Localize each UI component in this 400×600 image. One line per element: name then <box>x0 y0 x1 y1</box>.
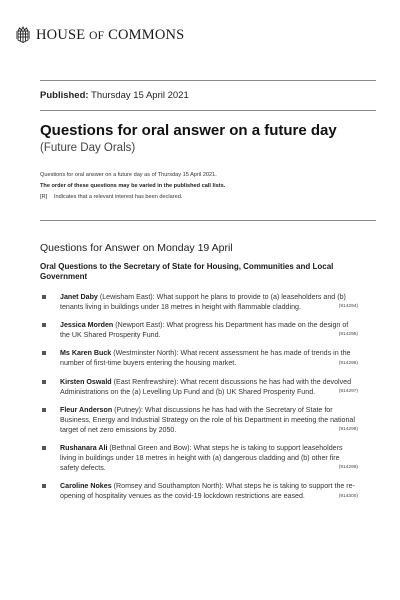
question-body: What steps he is taking to support the re-opening of hospitality venues as the covid-19 lockdown restrictions are eased. <box>60 482 355 501</box>
question-text <box>60 443 358 473</box>
house-name-of: OF <box>89 29 105 42</box>
question-item <box>42 348 358 368</box>
portcullis-icon <box>16 26 30 44</box>
member-constituency: (Romsey and Southampton North): <box>113 482 224 491</box>
member-name: Kirsten Oswald <box>60 377 112 386</box>
bullet-icon <box>42 484 46 488</box>
question-body: What recent assessment he has made of trends in the number of first-time buyers entering the housing market. <box>60 349 351 368</box>
house-of-commons-header <box>16 26 184 44</box>
question-reference: (914296) <box>338 360 358 366</box>
house-name-prefix: HOUSE <box>36 26 86 43</box>
published-line <box>40 90 189 101</box>
note-line-1: Questions for oral answer on a future day as of Thursday 15 April 2021. <box>40 172 217 178</box>
question-reference: (914295) <box>338 332 358 338</box>
member-constituency: (Bethnal Green and Bow): <box>109 444 192 453</box>
note-line-2: The order of these questions may be varied in the published call lists. <box>40 183 226 189</box>
question-reference: (914299) <box>338 465 358 471</box>
published-label: Published: <box>40 90 89 101</box>
question-reference: (914297) <box>338 388 358 394</box>
house-name-suffix: COMMONS <box>108 26 185 43</box>
member-constituency: (East Renfrewshire): <box>113 377 179 386</box>
question-reference: (914300) <box>338 493 358 499</box>
question-text <box>60 481 358 501</box>
member-constituency: (Westminster North): <box>113 349 179 358</box>
bullet-icon <box>42 295 46 299</box>
question-item <box>42 320 358 340</box>
member-constituency: (Newport East): <box>115 321 165 330</box>
member-constituency: (Putney): <box>114 405 143 414</box>
question-body: What support he plans to provide to (a) leaseholders and (b) tenants living in buildings under 18 metres in height with flammable cladding. <box>60 293 346 312</box>
bullet-icon <box>42 446 46 450</box>
section-divider <box>40 220 376 221</box>
question-text <box>60 348 358 368</box>
document-title: Questions for oral answer on a future day <box>40 122 337 139</box>
question-item <box>42 377 358 397</box>
member-name: Rushanara Ali <box>60 444 108 453</box>
member-name: Jessica Morden <box>60 321 114 330</box>
member-name: Fleur Anderson <box>60 405 113 414</box>
member-name: Janet Daby <box>60 293 98 301</box>
question-text <box>60 292 358 312</box>
member-constituency: (Lewisham East): <box>99 293 155 301</box>
bullet-icon <box>42 408 46 412</box>
interest-key-text: Indicates that a relevant interest has been declared. <box>54 194 183 200</box>
question-list <box>42 292 358 510</box>
question-reference: (914294) <box>338 304 358 310</box>
member-name: Ms Karen Buck <box>60 349 112 358</box>
question-text <box>60 405 358 435</box>
question-body: What steps he is taking to support leaseholders living in buildings under 18 metres in height with (a) dangerous cladding and (b) other fire safety defects. <box>60 444 343 473</box>
interest-key: [R] <box>40 194 48 200</box>
house-name <box>36 27 184 44</box>
question-text <box>60 320 358 340</box>
section-heading: Questions for Answer on Monday 19 April <box>40 242 233 254</box>
question-item <box>42 443 358 473</box>
note-line-3 <box>40 194 182 201</box>
bullet-icon <box>42 323 46 327</box>
question-item <box>42 292 358 312</box>
question-body: What progress his Department has made on the design of the UK Shared Prosperity Fund. <box>60 321 349 340</box>
bullet-icon <box>42 351 46 355</box>
question-item <box>42 405 358 435</box>
member-name: Caroline Nokes <box>60 482 112 491</box>
published-date: Thursday 15 April 2021 <box>91 90 189 101</box>
question-text <box>60 377 358 397</box>
question-item <box>42 481 358 501</box>
top-divider <box>40 80 376 81</box>
published-divider <box>40 110 376 111</box>
bullet-icon <box>42 380 46 384</box>
document-subtitle: (Future Day Orals) <box>40 142 136 154</box>
question-body: What recent discussions he has had with the devolved Administrations on the (a) Levelling Up Fund and (b) UK Shared Prosperity Fund. <box>60 377 352 396</box>
question-reference: (914298) <box>338 427 358 433</box>
department-heading: Oral Questions to the Secretary of State for Housing, Communities and Local Government <box>40 262 334 281</box>
question-body: What discussions he has had with the Secretary of State for Business, Energy and Industrial Strategy on the role of his Department in meeting the national target of net zero emissions by 2050. <box>60 405 355 434</box>
